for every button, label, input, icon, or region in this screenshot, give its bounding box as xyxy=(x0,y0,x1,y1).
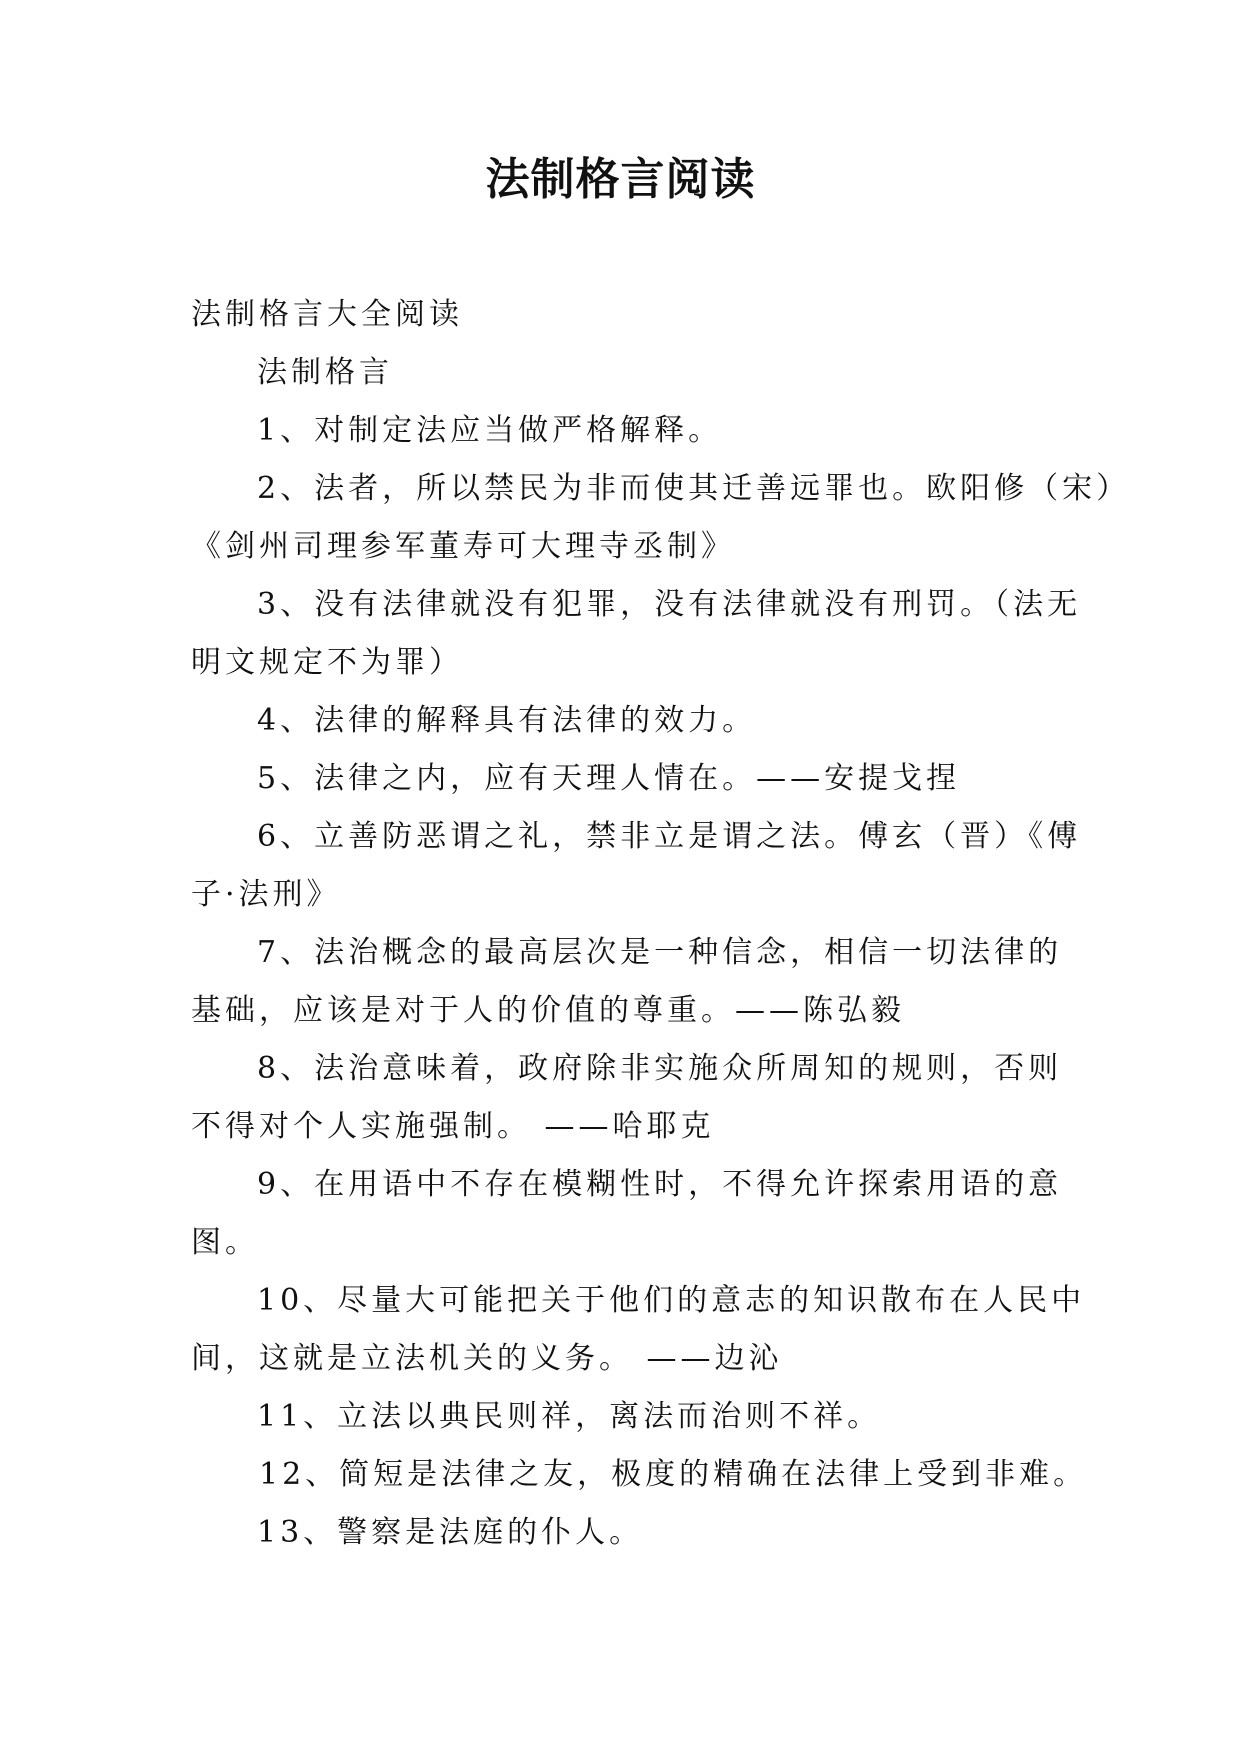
maxim-4: 4、法律的解释具有法律的效力。 xyxy=(257,703,757,738)
maxim-3-continued: 明文规定不为罪） xyxy=(191,645,463,680)
maxim-9-continued: 图。 xyxy=(191,1225,259,1260)
document-title: 法制格言阅读 xyxy=(485,154,756,205)
maxim-10-continued: 间，这就是立法机关的义务。 ——边沁 xyxy=(191,1341,783,1376)
maxim-9: 9、在用语中不存在模糊性时，不得允许探索用语的意 xyxy=(257,1167,1063,1202)
maxim-7-continued: 基础，应该是对于人的价值的尊重。——陈弘毅 xyxy=(191,993,905,1028)
maxim-10: 10、尽量大可能把关于他们的意志的知识散布在人民中 xyxy=(257,1283,1086,1318)
document-body xyxy=(191,286,1131,1562)
maxim-2-continued: 《剑州司理参军董寿可大理寺丞制》 xyxy=(191,529,735,564)
maxim-8: 8、法治意味着，政府除非实施众所周知的规则，否则 xyxy=(257,1051,1063,1086)
maxim-7: 7、法治概念的最高层次是一种信念，相信一切法律的 xyxy=(257,935,1063,970)
maxim-8-continued: 不得对个人实施强制。 ——哈耶克 xyxy=(191,1109,715,1144)
maxim-2: 2、法者，所以禁民为非而使其迁善远罪也。欧阳修（宋） xyxy=(257,471,1131,506)
maxim-6-continued: 子·法刑》 xyxy=(191,877,341,912)
maxim-12: 12、简短是法律之友，极度的精确在法律上受到非难。 xyxy=(259,1457,1088,1492)
maxim-6: 6、立善防恶谓之礼，禁非立是谓之法。傅玄（晋）《傅 xyxy=(257,819,1082,854)
section-heading: 法制格言大全阅读 xyxy=(191,297,463,332)
maxim-13: 13、警察是法庭的仆人。 xyxy=(257,1515,644,1550)
maxim-3: 3、没有法律就没有犯罪，没有法律就没有刑罚。（法无 xyxy=(257,587,1082,622)
subsection-heading: 法制格言 xyxy=(257,355,393,390)
maxim-11: 11、立法以典民则祥，离法而治则不祥。 xyxy=(257,1399,882,1434)
maxim-5: 5、法律之内，应有天理人情在。——安提戈捏 xyxy=(257,761,961,796)
maxim-1: 1、对制定法应当做严格解释。 xyxy=(257,413,723,448)
